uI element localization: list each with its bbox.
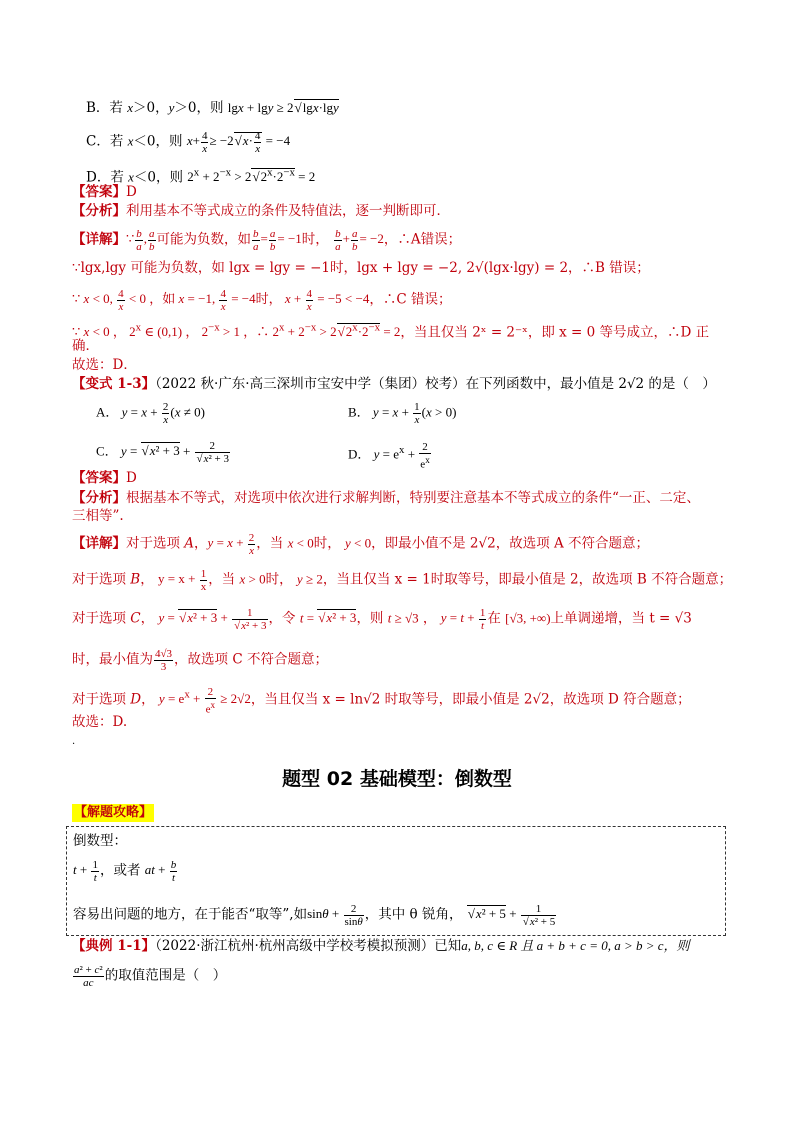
- box-line-2: t + $\frac{1}{t}$ ，或者 at + $\frac{b}{t}$: [73, 859, 177, 884]
- detail-2-a: 【详解】对于选项 A，y = x + $\frac{2}{x}$ ，当 x < 0时， y < 0，即最小值不是 2√2，故选项 A 不符合题意；: [72, 532, 650, 557]
- box-line-1: 倒数型：: [73, 833, 127, 849]
- detail-1-c: ∵ x < 0, $\frac{4}{x}$ < 0 ，如 x = −1, $\frac{4}{x}$ = −4时， x + $\frac{4}{x}$ = −5 < −4，∴C 错误；: [72, 288, 452, 313]
- detail-2-b: 对于选项 B， y = x + $\frac{1}{x}$ ，当 x > 0时， y ≥ 2，当且仅当 x = 1时取等号，即最小值是 2，故选项 B 不符合题意；: [72, 568, 733, 593]
- answer-1: 【答案】D: [72, 184, 137, 200]
- detail-1-d: ∵ x < 0 ， 2$^x$ ∈ (0,1) ， $2^{-x} > 1$ ，∴ $2^x + 2^{-x} > 2√$ $2^x\cdot 2^{-x} = 2$，当且仅当 2ˣ = 2⁻ˣ，即 x = 0 等号成立，∴D 正: [72, 318, 709, 342]
- option-c: C．若 x＜0，则 x+ $\frac{4}{x}$ ≥ −2√ x· $\frac{4}{x}$ = −4: [86, 130, 290, 155]
- variant-option-d: D． $y = e^x$ + $\frac{2}{e^x}$: [348, 440, 430, 471]
- variant-option-c: C． y = √ x² + 3 + 2 √ x² + 3: [96, 440, 231, 465]
- detail-2-d: 对于选项 D， $y = e^x$ + $\frac{2}{e^x}$ ≥ 2√2，当且仅当 x = ln√2 时取等号，即最小值是 2√2，故选项 D 符合题意；: [72, 685, 691, 716]
- analysis-2b: 三相等”.: [72, 508, 124, 524]
- detail-2-c: 对于选项 C， y = √ x² + 3 + 1 √ x² + 3 ，令 t = √ x² + 3，则 t ≥ √3 ， y = t + $\frac{1}{t}$ 在 [√3, +∞)上单调递增，当 t = √3: [72, 607, 692, 632]
- variant-heading: 【变式 1-3】（2022 秋·广东·高三深圳市宝安中学（集团）校考）在下列函数中，最小值是 2√2 的是（ ）: [72, 376, 716, 392]
- strategy-label: 【解题攻略】: [74, 805, 153, 820]
- detail-2-c2: 时，最小值为 $\frac{4√3}{3}$ ，故选项 C 不符合题意；: [72, 648, 328, 673]
- detail-1-a: 【详解】∵ $\frac{b}{a}$ , $\frac{a}{b}$ 可能为负数，如 $\frac{b}{a}$ = $\frac{a}{b}$ = −1时， $\frac{b}{a}$ + $\frac{a}{b}$ = −2，∴A错误；: [72, 228, 462, 253]
- example-question: $\frac{\text{a² + c²}}{ac}$ 的取值范围是（ ）: [74, 964, 227, 989]
- choose-1: 故选：D．: [72, 357, 137, 373]
- answer-2: 【答案】D: [72, 470, 137, 486]
- detail-1-b: ∵lgx,lgy 可能为负数，如 lgx = lgy = −1时，lgx + lgy = −2, 2√(lgx·lgy) = 2，∴B 错误；: [72, 260, 650, 276]
- detail-1-d2: 确．: [72, 338, 99, 354]
- variant-option-b: B． y = x + $\frac{1}{x}$ (x > 0): [348, 401, 457, 426]
- box-line-3: 容易出问题的地方，在于能否“取等”,如sinθ + $\frac{2}{\sin\theta}$ ，其中 θ 锐角， √ x² + 5 + 1 √ x² + 5: [73, 903, 557, 928]
- option-d: D．若 x＜0，则 $2^x + 2^{-x} > 2√$ $2^x\cdot 2^{-x} = 2$: [86, 163, 315, 187]
- variant-option-a: A． y = x + $\frac{2}{x}$ (x ≠ 0): [96, 401, 205, 426]
- choose-2: 故选：D.: [72, 714, 128, 730]
- section-title: 题型 02 基础模型：倒数型: [282, 768, 512, 790]
- analysis-2: 【分析】根据基本不等式，对选项中依次进行求解判断，特别要注意基本不等式成立的条件“一正、二定、: [72, 490, 700, 506]
- stray-dot: .: [72, 736, 76, 747]
- analysis-1: 【分析】利用基本不等式成立的条件及特值法，逐一判断即可．: [72, 203, 450, 219]
- option-b: B．若 x＞0，y＞0，则 lgx + lgy ≥ 2√ lgx·lgy: [86, 98, 339, 118]
- strategy-box: [66, 826, 726, 936]
- example-heading: 【典例 1-1】（2022·浙江杭州·杭州高级中学校考模拟预测）已知a, b, c ∈ R 且 a + b + c = 0, a > b > c，则: [72, 938, 690, 954]
